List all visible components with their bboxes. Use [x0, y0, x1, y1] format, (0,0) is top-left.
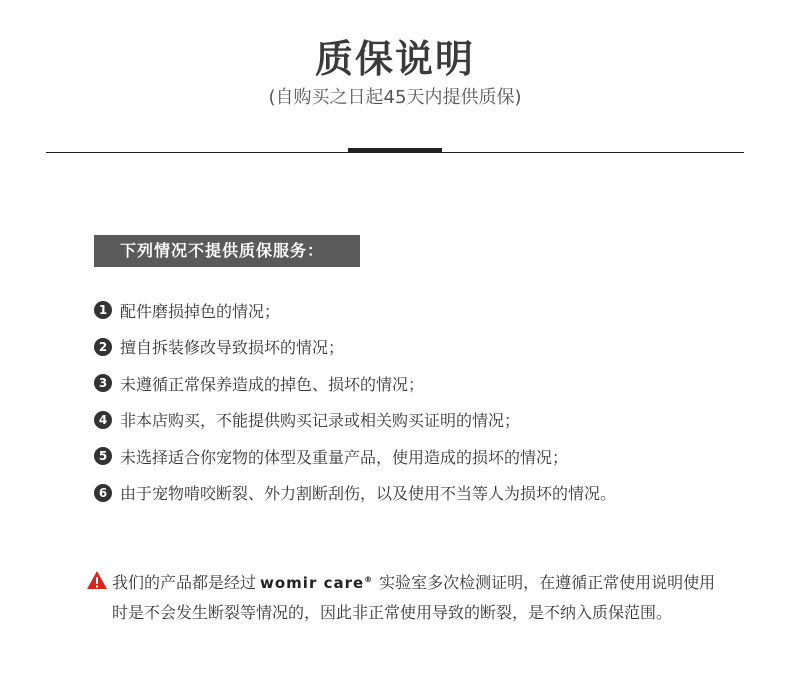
list-item	[94, 292, 616, 329]
number-badge: 6	[94, 484, 112, 502]
notice-text-before: 我们的产品都是经过	[112, 573, 257, 592]
number-badge: 3	[94, 374, 112, 392]
list-item-text: 非本店购买，不能提供购买记录或相关购买证明的情况；	[120, 411, 521, 431]
number-badge: 2	[94, 338, 112, 356]
brand-logo: womir care®	[260, 574, 374, 592]
list-item-text: 未选择适合你宠物的体型及重量产品，使用造成的损坏的情况；	[120, 447, 569, 467]
list-item	[94, 365, 616, 402]
notice-text-after: 实验室多次检测证明，在遵循正常使用说明使用时是不会发生断裂等情况的，因此非正常使用导致的断裂，是不纳入质保范围。	[112, 573, 716, 622]
list-item-text: 配件磨损掉色的情况；	[120, 301, 281, 321]
divider	[46, 152, 744, 153]
page-subtitle: (自购买之日起45天内提供质保)	[268, 87, 522, 108]
list-item	[94, 329, 616, 366]
warning-icon	[86, 570, 108, 590]
notice	[86, 565, 726, 628]
number-badge: 1	[94, 301, 112, 319]
list-item-text: 由于宠物啃咬断裂、外力割断刮伤，以及使用不当等人为损坏的情况。	[120, 484, 617, 504]
list-item	[94, 438, 616, 475]
page-title: 质保说明	[314, 37, 475, 81]
list-item	[94, 402, 616, 439]
number-badge: 4	[94, 411, 112, 429]
divider-accent	[348, 148, 442, 152]
list-item	[94, 475, 616, 512]
section-banner: 下列情况不提供质保服务：	[94, 235, 360, 267]
number-badge: 5	[94, 447, 112, 465]
notice-text	[86, 565, 726, 628]
list-item-text: 未遵循正常保养造成的掉色、损坏的情况；	[120, 374, 425, 394]
conditions-list	[94, 292, 616, 511]
list-item-text: 擅自拆装修改导致损坏的情况；	[120, 338, 345, 358]
